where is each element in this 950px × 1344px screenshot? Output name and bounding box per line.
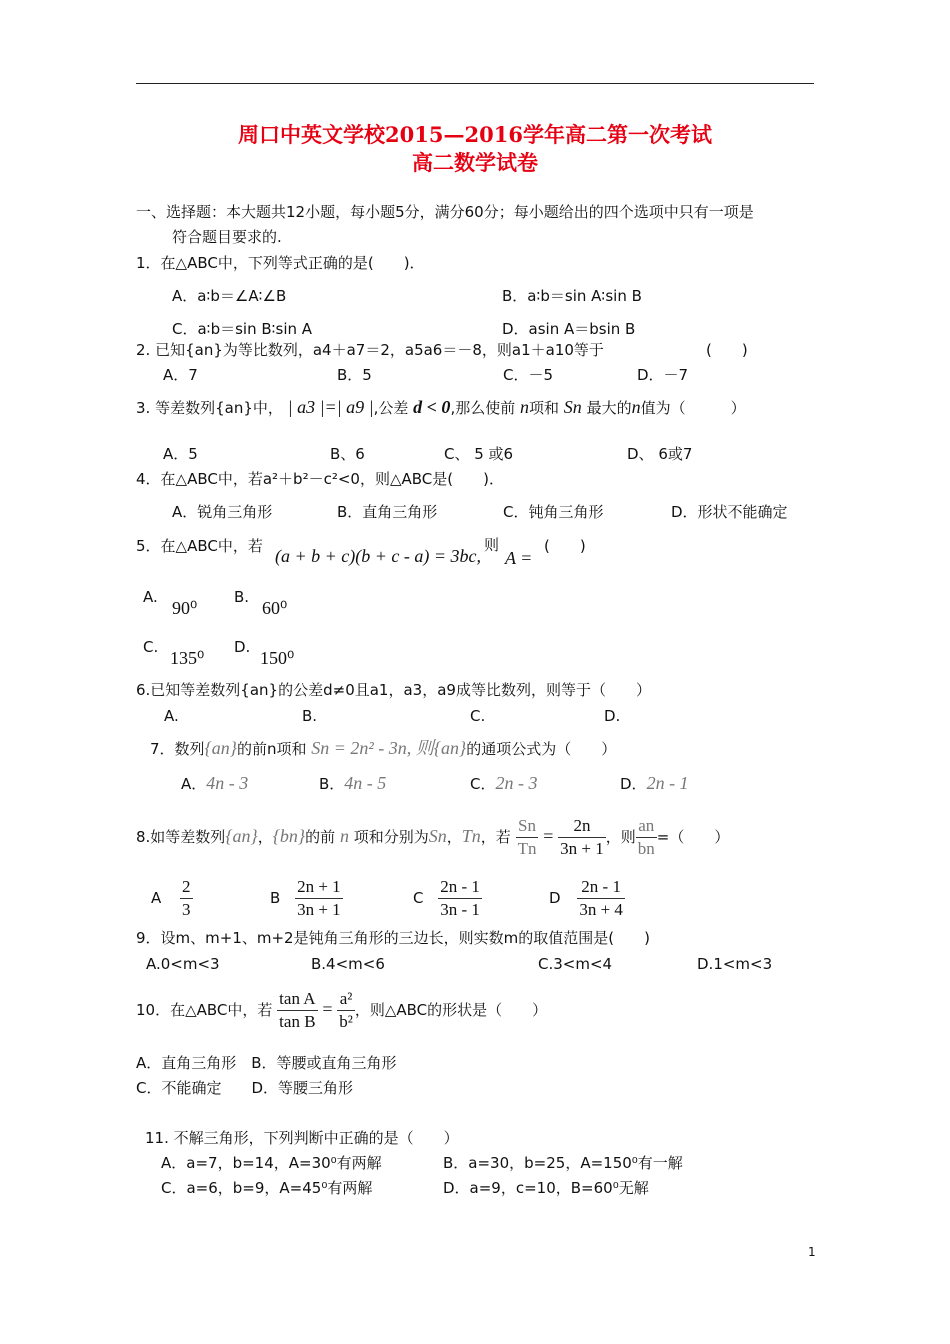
question-9-option-a: A.0<m<3: [146, 955, 220, 973]
question-2-paren: ( ): [706, 341, 748, 359]
question-8-ratio-value-den: 3n + 1: [560, 839, 604, 859]
question-8-option-c-frac: [438, 876, 482, 921]
question-3-sn: Sn: [563, 397, 582, 417]
question-6-option-a: A.: [164, 707, 179, 725]
question-9-stem: 9．设m、m+1、m+2是钝角三角形的三边长，则实数m的取值范围是( ): [136, 929, 650, 947]
question-8-option-a-num: 2: [180, 876, 193, 899]
question-8-option-b-frac: [295, 876, 343, 921]
question-3-option-c: C、 5 或6: [444, 445, 514, 463]
question-10-text-a: 10．在△ABC中，若: [136, 1001, 273, 1020]
question-11-option-b: B．a=30，b=25，A=150⁰有一解: [443, 1154, 683, 1172]
question-4-option-b: B．直角三角形: [337, 503, 438, 521]
question-8-equals: =: [543, 826, 554, 847]
question-6-option-d: D.: [604, 707, 621, 725]
question-8-option-a-label: A: [151, 889, 162, 908]
question-8-option-c: [413, 876, 482, 921]
question-8-text-c: 的前: [305, 828, 336, 847]
question-3-text-b: ,公差: [373, 399, 409, 417]
question-9-option-c: C.3<m<4: [538, 955, 613, 973]
question-8-option-a-frac: [180, 876, 193, 921]
question-8-ratio-ab: [636, 815, 657, 860]
question-8-option-b-label: B: [270, 889, 281, 908]
question-10-side-num: a²: [337, 988, 355, 1011]
question-7-option-d-label: D．: [620, 775, 647, 793]
question-9-option-b: B.4<m<6: [311, 955, 385, 973]
question-7-stem: [150, 738, 616, 760]
question-8-option-a: [151, 876, 193, 921]
question-7-option-a-label: A．: [181, 775, 207, 793]
question-7-sum-formula: Sn = 2n² - 3n, 则{an}: [311, 738, 467, 758]
question-5-stem-b: 则: [484, 536, 500, 554]
question-7-option-b-value: 4n - 5: [344, 773, 387, 793]
question-11-option-c: C．a=6，b=9，A=45⁰有两解: [161, 1179, 373, 1197]
section-heading-cont: 符合题目要求的.: [172, 228, 282, 246]
question-3-text-a: 3. 等差数列{an}中，: [136, 399, 283, 417]
question-8-text-d: 项和分别为: [353, 828, 429, 847]
question-7-text-c: 的通项公式为（ ）: [466, 740, 617, 758]
question-7-option-c-value: 2n - 3: [495, 773, 538, 793]
question-1-option-a: A．a∶b＝∠A∶∠B: [172, 287, 287, 305]
question-7-text-b: 的前n项和: [236, 740, 307, 758]
question-7-option-b-label: B．: [319, 775, 345, 793]
question-8-option-d-num: 2n - 1: [577, 876, 625, 899]
question-3-option-a: A．5: [163, 445, 198, 463]
question-7-seq: {an}: [204, 738, 237, 758]
question-8-option-b: [270, 876, 343, 921]
question-6-option-c: C.: [470, 707, 486, 725]
question-8-ratio-value-num: 2n: [558, 815, 606, 838]
question-5-option-c-label: C.: [143, 638, 159, 656]
question-8-tn: Tn: [461, 826, 481, 847]
question-9-option-d: D.1<m<3: [697, 955, 773, 973]
question-8-option-c-num: 2n - 1: [438, 876, 482, 899]
question-8-ratio-ab-num: an: [636, 815, 657, 838]
question-8-option-d: [549, 876, 625, 921]
question-8-option-d-label: D: [549, 889, 561, 908]
question-2-option-a: A．7: [163, 366, 198, 384]
question-10-tan-den: tan B: [279, 1012, 316, 1032]
question-5-condition: (a + b + c)(b + c - a) = 3bc,: [275, 546, 482, 566]
question-4-option-d: D．形状不能确定: [671, 503, 788, 521]
question-8-ratio-st-den: Tn: [517, 839, 537, 859]
question-3-text-d: 项和: [529, 399, 560, 417]
question-6-stem: 6.已知等差数列{an}的公差d≠0且a1，a3，a9成等比数列，则等于（ ）: [136, 681, 651, 699]
question-8-n: n: [339, 826, 349, 847]
question-3-text-f: 值为（ ）: [640, 399, 746, 417]
question-8-seq-a: {an}: [225, 826, 258, 847]
question-11-option-a: A．a=7，b=14，A=30⁰有两解: [161, 1154, 382, 1172]
question-8-option-a-den: 3: [182, 900, 191, 920]
question-10-options-cd: C．不能确定 D．等腰三角形: [136, 1079, 354, 1097]
question-8-text-a: 8.如等差数列: [136, 828, 226, 847]
question-3-abs-condition: | a3 |=| a9 |: [287, 397, 374, 417]
question-5-option-c-value: 135⁰: [170, 648, 205, 668]
question-4-option-c: C．钝角三角形: [503, 503, 604, 521]
question-1-option-c: C．a∶b＝sin B∶sin A: [172, 320, 313, 338]
question-8-option-d-frac: [577, 876, 625, 921]
question-7-option-d-value: 2n - 1: [646, 773, 689, 793]
question-7-text-a: 7．数列: [150, 740, 205, 758]
question-7-option-d: [620, 773, 689, 795]
question-8-ratio-value: [558, 815, 606, 860]
question-6-option-b: B.: [302, 707, 318, 725]
question-8-text-h: =（ ）: [656, 828, 730, 847]
question-2-option-b: B．5: [337, 366, 372, 384]
question-3-stem: [136, 397, 746, 419]
question-10-options-ab: A．直角三角形 B．等腰或直角三角形: [136, 1054, 397, 1072]
question-8-sn: Sn: [428, 826, 447, 847]
question-8-option-c-label: C: [413, 889, 424, 908]
question-5-stem-a: 5．在△ABC中，若: [136, 537, 263, 555]
question-5-paren: ( ): [544, 537, 586, 555]
question-10-tan-ratio: [277, 988, 317, 1033]
question-7-option-b: [319, 773, 386, 795]
question-10-tan-num: tan A: [277, 988, 317, 1011]
question-10-side-den: b²: [339, 1012, 353, 1032]
question-2-option-d: D．－7: [637, 366, 689, 384]
question-5-option-b-label: B.: [234, 588, 250, 606]
question-7-option-a-value: 4n - 3: [206, 773, 249, 793]
question-7-option-c-label: C．: [470, 775, 496, 793]
question-8-option-b-num: 2n + 1: [295, 876, 343, 899]
question-5-option-d-value: 150⁰: [260, 648, 295, 668]
question-7-option-a: [181, 773, 248, 795]
question-8-stem: [136, 815, 729, 860]
question-3-text-c: ,那么使前: [450, 399, 516, 417]
page-title: 周口中英文学校2015—2016学年高二第一次考试: [238, 122, 712, 147]
question-2-stem: 2. 已知{an}为等比数列，a4＋a7＝2，a5a6＝－8，则a1＋a10等于: [136, 341, 604, 359]
question-10-stem: [136, 988, 547, 1033]
question-8-text-g: ，则: [605, 828, 636, 847]
question-10-side-ratio: [337, 988, 355, 1033]
question-3-n: n: [520, 397, 529, 417]
question-11-option-d: D．a=9，c=10，B=60⁰无解: [443, 1179, 649, 1197]
question-5-angle-a: A =: [505, 548, 533, 568]
question-8-option-c-den: 3n - 1: [440, 900, 480, 920]
question-3-d-condition: d < 0: [413, 397, 451, 417]
question-1-stem: 1．在△ABC中，下列等式正确的是( )．: [136, 254, 425, 272]
question-8-text-b: ，: [257, 828, 273, 847]
section-heading: 一、选择题：本大题共12小题，每小题5分，满分60分；每小题给出的四个选项中只有一项是: [136, 203, 754, 221]
question-5-option-a-value: 90⁰: [172, 598, 198, 618]
question-3-option-b: B、6: [330, 445, 365, 463]
question-8-seq-b: {bn}: [272, 826, 306, 847]
question-4-stem: 4．在△ABC中，若a²＋b²－c²<0，则△ABC是( )．: [136, 470, 504, 488]
question-1-option-b: B．a∶b＝sin A∶sin B: [502, 287, 642, 305]
question-5-option-d-label: D.: [234, 638, 251, 656]
question-3-option-d: D、 6或7: [627, 445, 693, 463]
question-11-stem: 11. 不解三角形，下列判断中正确的是（ ）: [145, 1129, 459, 1147]
question-5-option-a-label: A.: [143, 588, 158, 606]
question-10-text-b: ，则△ABC的形状是（ ）: [354, 1001, 548, 1020]
question-2-option-c: C．－5: [503, 366, 554, 384]
question-1-option-d: D．asin A＝bsin B: [502, 320, 636, 338]
question-10-equals: =: [322, 999, 333, 1020]
header-rule: [136, 83, 814, 84]
question-8-ratio-ab-den: bn: [637, 839, 655, 859]
question-3-n2: n: [631, 397, 641, 417]
question-8-ratio-st: [516, 815, 539, 860]
question-7-option-c: [470, 773, 537, 795]
question-8-ratio-st-num: Sn: [516, 815, 539, 838]
question-8-text-f: ，若: [480, 828, 511, 847]
question-8-text-e: ，: [446, 828, 462, 847]
question-8-option-d-den: 3n + 4: [579, 900, 623, 920]
page-subtitle: 高二数学试卷: [412, 150, 538, 175]
question-4-option-a: A．锐角三角形: [172, 503, 273, 521]
question-3-text-e: 最大的: [586, 399, 632, 417]
question-8-option-b-den: 3n + 1: [297, 900, 341, 920]
question-5-option-b-value: 60⁰: [262, 598, 288, 618]
page-number: 1: [808, 1245, 816, 1259]
